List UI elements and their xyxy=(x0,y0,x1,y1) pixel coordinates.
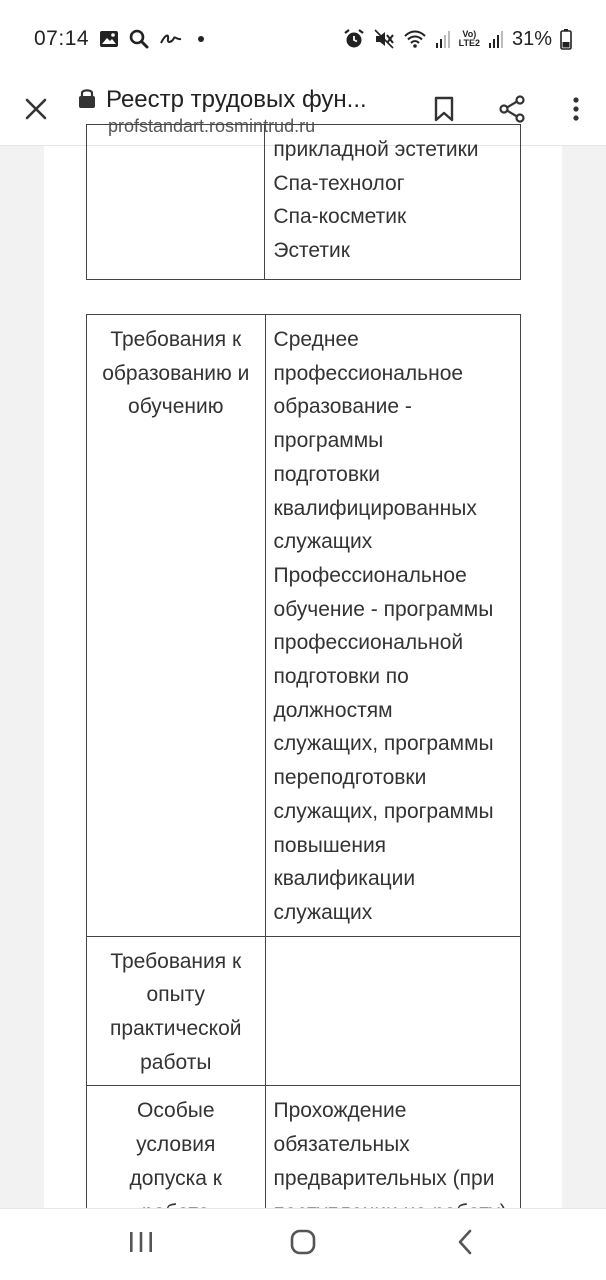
back-icon xyxy=(456,1228,474,1261)
image-icon xyxy=(99,30,119,48)
home-icon xyxy=(289,1228,317,1261)
dot-icon xyxy=(193,31,209,47)
value-line: квалифицированных xyxy=(273,496,477,520)
value-line: обязательных xyxy=(273,1133,410,1157)
value-line: переподготовки xyxy=(273,766,427,790)
label-line: Требования к xyxy=(110,949,242,973)
label-line: работы xyxy=(140,1050,212,1074)
experience-value-cell xyxy=(265,936,520,1086)
label-line: образованию и xyxy=(102,361,250,385)
table-row xyxy=(87,315,521,937)
home-button[interactable] xyxy=(263,1215,343,1275)
page-area xyxy=(44,138,562,1208)
battery-icon xyxy=(560,28,572,50)
value-line: служащих xyxy=(273,530,373,554)
value-line: профессиональное xyxy=(273,361,464,385)
lock-icon xyxy=(78,87,96,114)
value-line: служащих xyxy=(273,900,373,924)
wifi-icon xyxy=(403,29,427,49)
status-time: 07:14 xyxy=(34,27,90,50)
close-icon xyxy=(25,98,47,125)
value-line: квалификации xyxy=(273,867,416,891)
requirements-table xyxy=(86,314,521,1236)
education-value-cell xyxy=(265,315,520,937)
value-line: подготовки по xyxy=(273,665,409,689)
job-title-line: прикладной эстетики xyxy=(273,138,479,161)
value-line: программы xyxy=(273,429,384,453)
page-url: profstandart.rosmintrud.ru xyxy=(108,116,316,136)
volte-icon xyxy=(459,30,480,48)
signal-icon-2 xyxy=(488,29,504,49)
value-line: Среднее xyxy=(273,328,359,351)
job-title-line: Эстетик xyxy=(273,239,350,263)
label-line: Требования к xyxy=(110,328,242,351)
job-titles-table xyxy=(86,124,521,280)
value-line: служащих, программы xyxy=(273,732,494,756)
label-line: условия xyxy=(136,1133,216,1157)
web-content[interactable] xyxy=(0,138,606,1208)
status-bar xyxy=(0,0,606,78)
system-nav-bar xyxy=(0,1208,606,1280)
value-line: повышения xyxy=(273,833,387,857)
more-options-button[interactable] xyxy=(546,78,606,146)
label-line: опыту xyxy=(146,983,206,1007)
search-icon xyxy=(129,29,149,49)
volte-label-2: LTE2 xyxy=(458,38,480,48)
value-line: Профессиональное xyxy=(273,563,467,587)
value-line: предварительных (при xyxy=(273,1166,495,1190)
back-button[interactable] xyxy=(425,1215,505,1275)
recent-apps-button[interactable] xyxy=(101,1215,181,1275)
value-line: подготовки xyxy=(273,462,380,486)
value-line: образование - xyxy=(273,395,412,419)
table-cell-label xyxy=(87,125,265,280)
experience-label-cell xyxy=(87,936,266,1086)
value-line: должностям xyxy=(273,698,393,722)
close-button[interactable] xyxy=(0,78,72,146)
table-row xyxy=(87,936,521,1086)
bookmark-icon xyxy=(433,96,455,127)
battery-percent: 31% xyxy=(511,27,552,50)
label-line: допуска к xyxy=(129,1166,222,1190)
signal-icon xyxy=(435,29,451,49)
page-title: Реестр трудовых фун... xyxy=(106,86,367,113)
signature-icon xyxy=(159,31,183,47)
mute-icon xyxy=(373,28,395,50)
label-line: Особые xyxy=(136,1099,215,1123)
job-title-line: Спа-технолог xyxy=(273,171,405,195)
job-title-line: Спа-косметик xyxy=(273,205,407,229)
table-cell-value xyxy=(265,125,521,280)
value-line: обучение - программы xyxy=(273,597,494,621)
alarm-icon xyxy=(343,28,365,50)
education-label-cell xyxy=(87,315,266,937)
recent-apps-icon xyxy=(128,1230,154,1259)
label-line: обучению xyxy=(128,395,224,419)
value-line: служащих, программы xyxy=(273,799,494,823)
volte-label-1: Vo) xyxy=(462,29,477,39)
table-row xyxy=(87,125,521,280)
value-line: Прохождение xyxy=(273,1099,407,1123)
label-line: практической xyxy=(110,1017,242,1041)
more-vert-icon xyxy=(572,96,580,127)
value-line: профессиональной xyxy=(273,631,464,655)
